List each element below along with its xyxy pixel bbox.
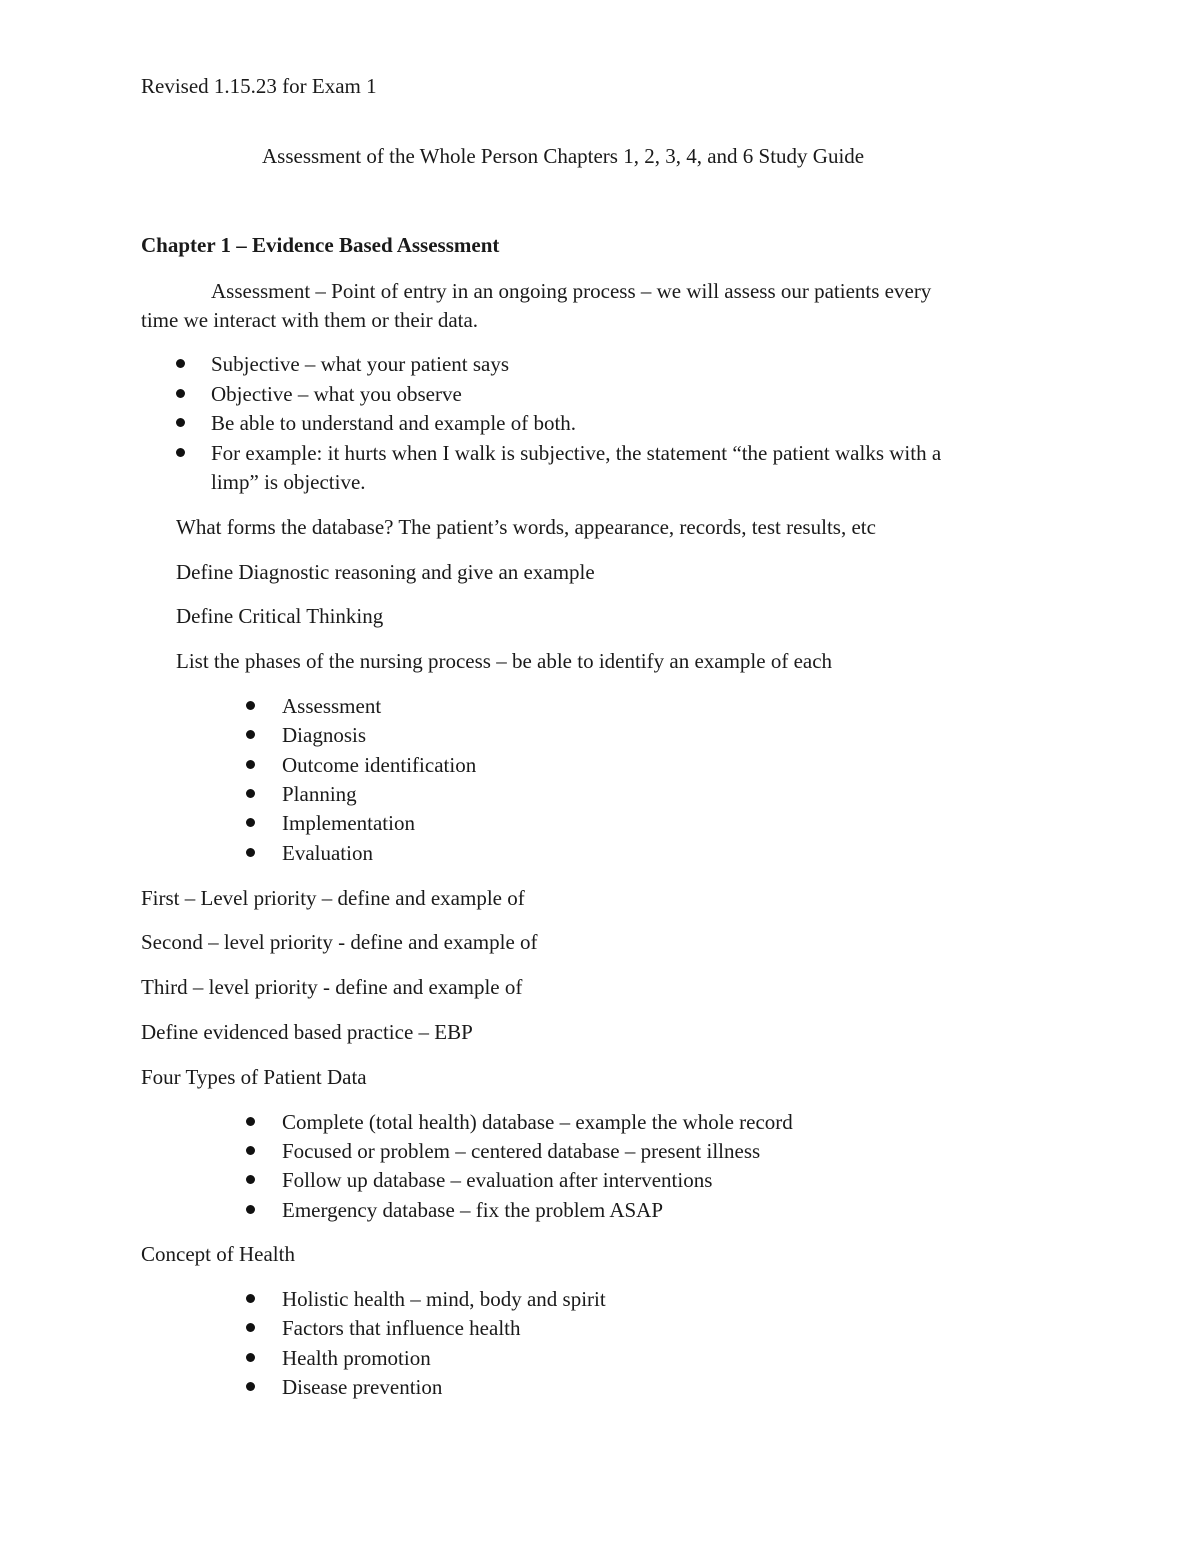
bullet-icon (246, 1175, 255, 1184)
data-type-item: Emergency database – fix the problem ASAP (282, 1198, 664, 1222)
phase-item: Evaluation (282, 841, 373, 865)
bullet-icon (246, 1117, 255, 1126)
data-types-heading: Four Types of Patient Data (141, 1065, 367, 1089)
data-type-item: Follow up database – evaluation after interventions (282, 1168, 713, 1192)
data-type-item: Focused or problem – centered database – present illness (282, 1139, 761, 1163)
bullet-icon (176, 359, 185, 368)
health-item: Health promotion (282, 1346, 431, 1370)
data-type-item: Complete (total health) database – example the whole record (282, 1110, 793, 1134)
health-item: Factors that influence health (282, 1316, 521, 1340)
assessment-paragraph-line2: time we interact with them or their data. (141, 308, 479, 332)
bullet-icon (246, 848, 255, 857)
list-item: For example: it hurts when I walk is subjective, the statement “the patient walks with a (211, 441, 942, 465)
document-title: Assessment of the Whole Person Chapters 1, 2, 3, 4, and 6 Study Guide (262, 144, 865, 168)
phase-item: Implementation (282, 811, 415, 835)
revision-note: Revised 1.15.23 for Exam 1 (141, 74, 377, 98)
bullet-icon (246, 1205, 255, 1214)
bullet-icon (176, 448, 185, 457)
bullet-icon (246, 1323, 255, 1332)
database-question: What forms the database? The patient’s words, appearance, records, test results, etc (176, 515, 876, 539)
bullet-icon (246, 818, 255, 827)
bullet-icon (176, 418, 185, 427)
list-item: Be able to understand and example of both. (211, 411, 577, 435)
phase-item: Planning (282, 782, 357, 806)
critical-thinking-prompt: Define Critical Thinking (176, 604, 384, 628)
health-item: Holistic health – mind, body and spirit (282, 1287, 606, 1311)
bullet-icon (246, 730, 255, 739)
diagnostic-reasoning-prompt: Define Diagnostic reasoning and give an example (176, 560, 595, 584)
chapter-heading: Chapter 1 – Evidence Based Assessment (141, 233, 500, 257)
bullet-icon (246, 1382, 255, 1391)
list-item-continuation: limp” is objective. (211, 470, 366, 494)
bullet-icon (246, 701, 255, 710)
bullet-icon (246, 760, 255, 769)
list-item: Subjective – what your patient says (211, 352, 510, 376)
third-level-priority: Third – level priority - define and example of (141, 975, 523, 999)
bullet-icon (246, 1146, 255, 1155)
phase-item: Outcome identification (282, 753, 477, 777)
phase-item: Assessment (282, 694, 382, 718)
first-level-priority: First – Level priority – define and example of (141, 886, 525, 910)
nursing-process-prompt: List the phases of the nursing process – be able to identify an example of each (176, 649, 833, 673)
bullet-icon (176, 389, 185, 398)
ebp-prompt: Define evidenced based practice – EBP (141, 1020, 473, 1044)
health-heading: Concept of Health (141, 1242, 295, 1266)
second-level-priority: Second – level priority - define and example of (141, 930, 538, 954)
assessment-paragraph-line1: Assessment – Point of entry in an ongoing process – we will assess our patients every (211, 279, 932, 303)
phase-item: Diagnosis (282, 723, 366, 747)
bullet-icon (246, 1353, 255, 1362)
bullet-icon (246, 1294, 255, 1303)
health-item: Disease prevention (282, 1375, 443, 1399)
list-item: Objective – what you observe (211, 382, 462, 406)
bullet-icon (246, 789, 255, 798)
